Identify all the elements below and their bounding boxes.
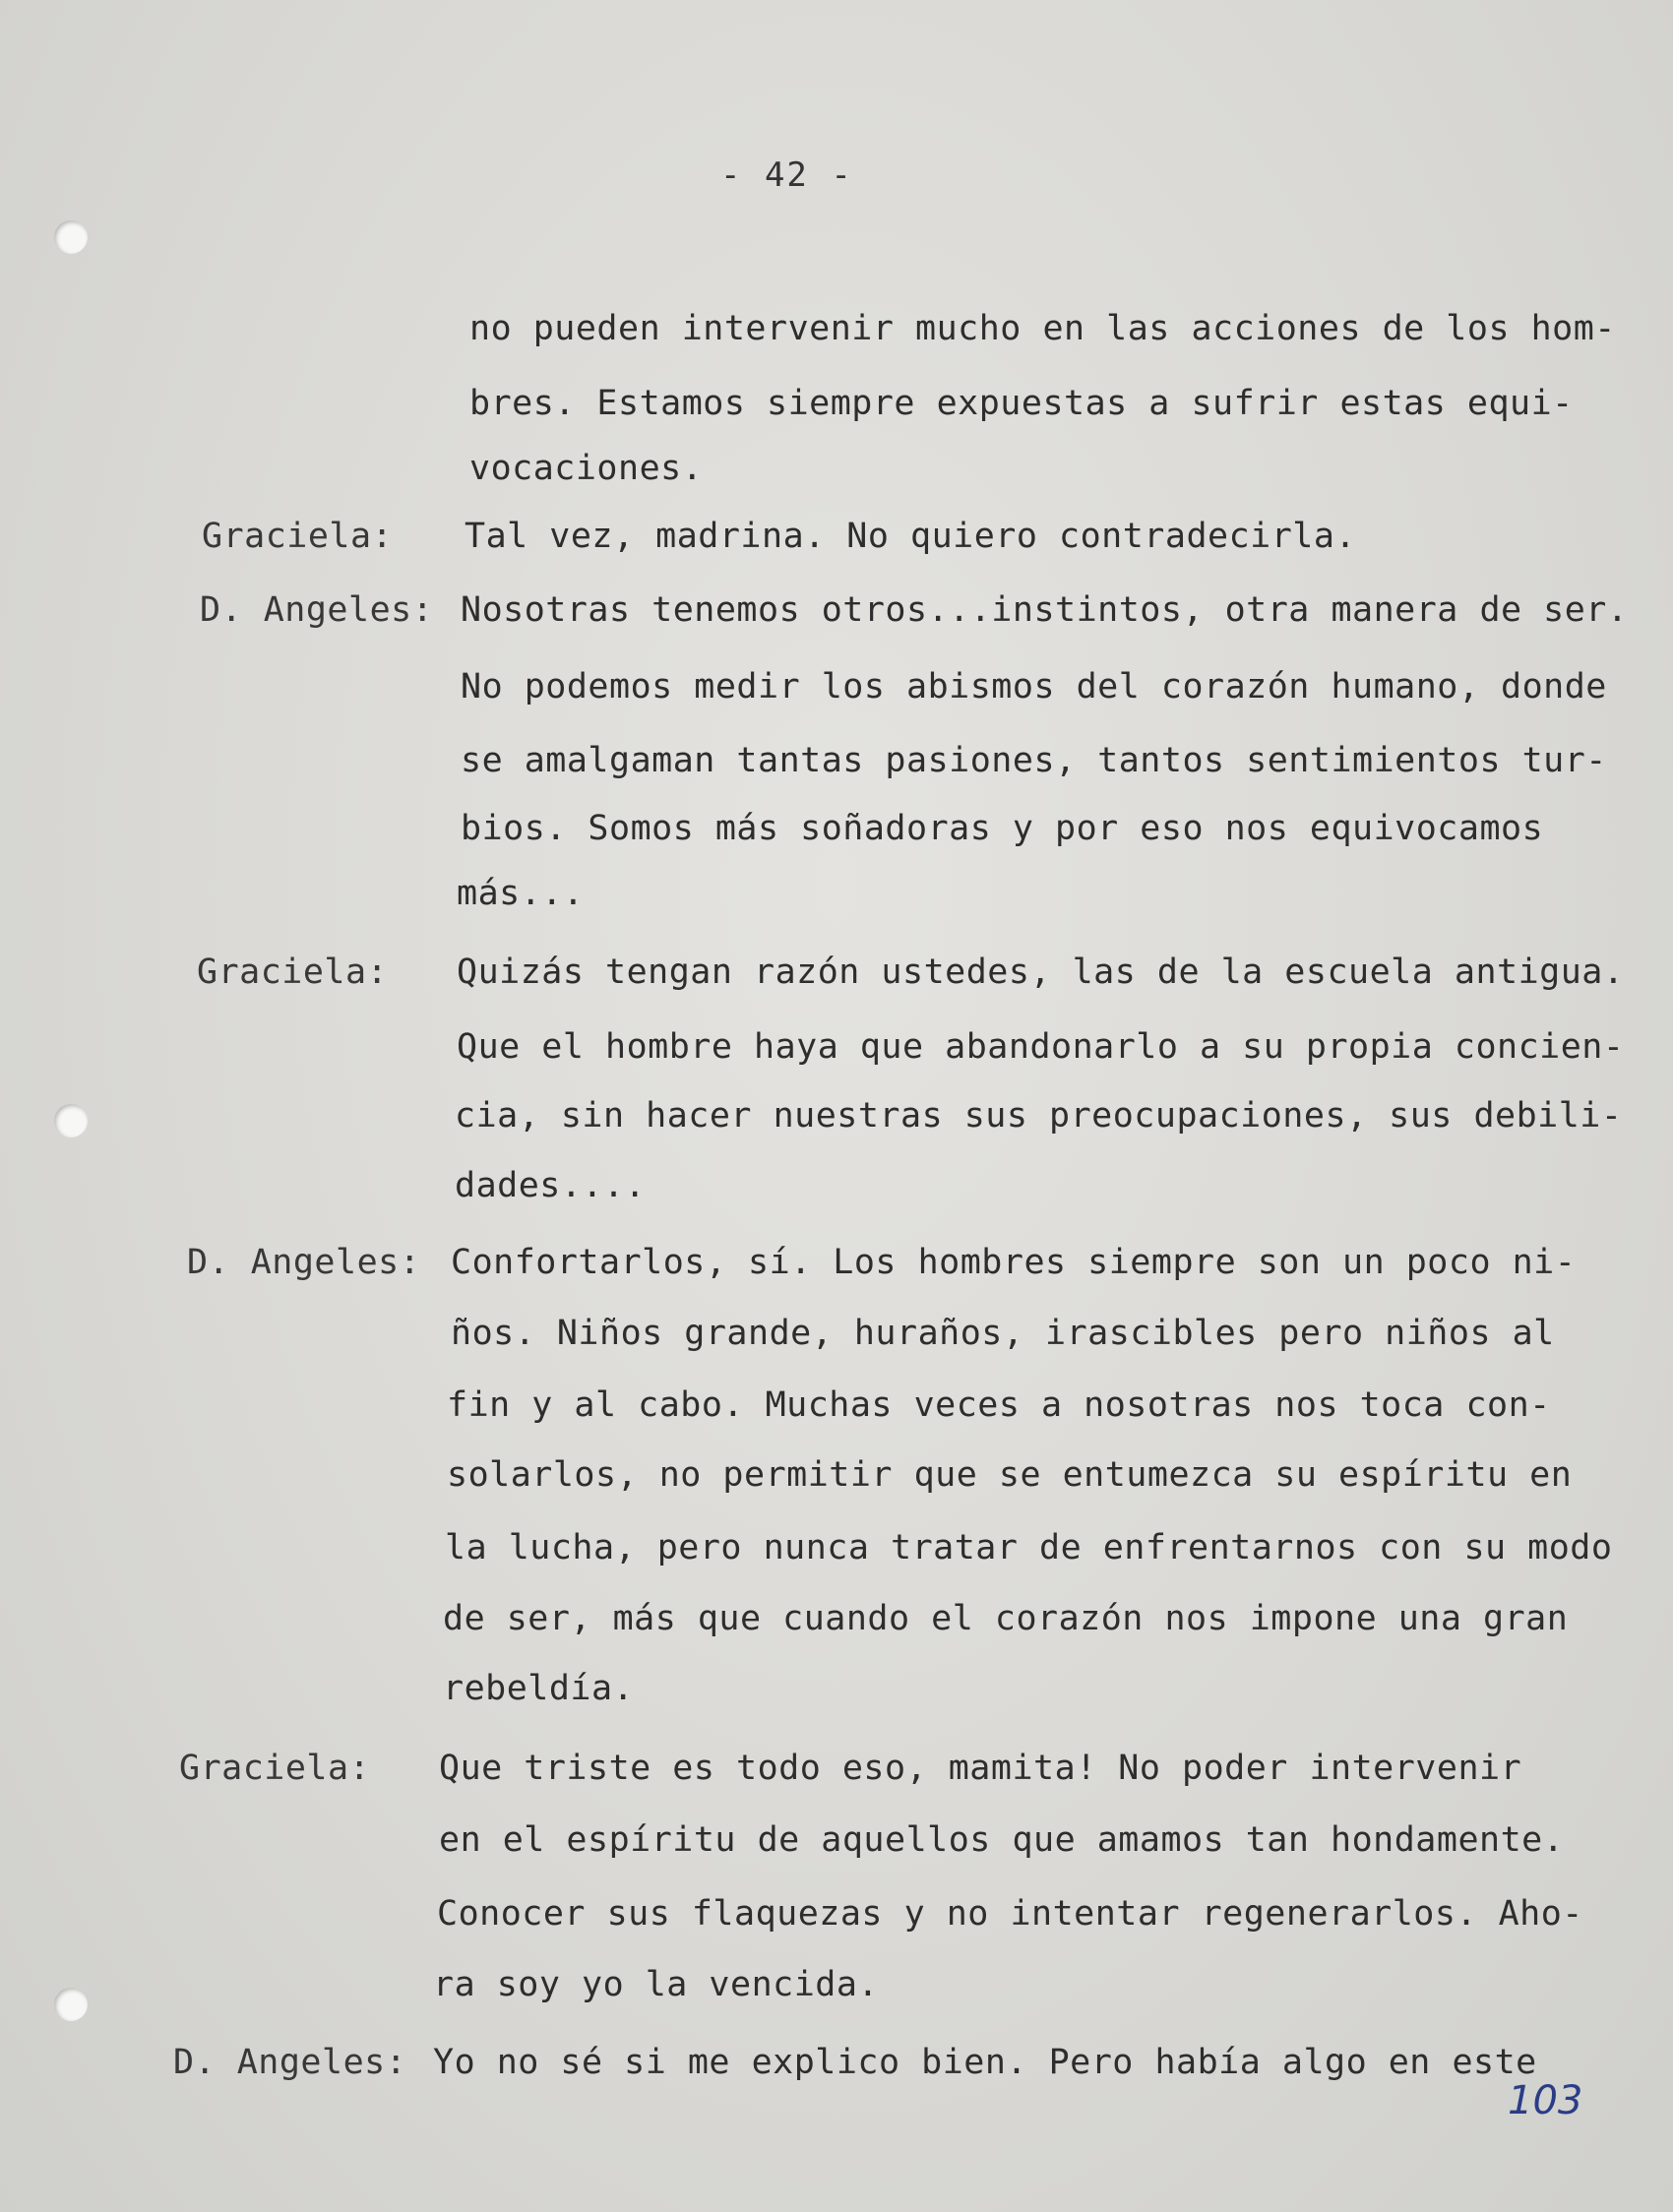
dialogue-line: la lucha, pero nunca tratar de enfrentarnos con su modo bbox=[445, 1528, 1613, 1567]
page-number: - 42 - bbox=[720, 155, 853, 195]
dialogue-line: no pueden intervenir mucho en las acciones de los hom- bbox=[469, 309, 1616, 348]
dialogue-line: Tal vez, madrina. No quiero contradecirla. bbox=[465, 517, 1357, 556]
punch-hole bbox=[54, 1988, 88, 2021]
dialogue-line: Conocer sus flaquezas y no intentar regenerarlos. Aho- bbox=[437, 1894, 1583, 1934]
dialogue-line: ños. Niños grande, huraños, irascibles pero niños al bbox=[451, 1314, 1555, 1353]
dialogue-line: se amalgaman tantas pasiones, tantos sentimientos tur- bbox=[461, 741, 1607, 780]
punch-hole bbox=[54, 220, 88, 254]
dialogue-line: solarlos, no permitir que se entumezca su espíritu en bbox=[447, 1455, 1573, 1495]
dialogue-line: dades.... bbox=[455, 1166, 647, 1205]
dialogue-line: en el espíritu de aquellos que amamos tan hondamente. bbox=[439, 1820, 1565, 1860]
dialogue-line: Nosotras tenemos otros...instintos, otra manera de ser. bbox=[461, 590, 1629, 630]
dialogue-line: de ser, más que cuando el corazón nos impone una gran bbox=[443, 1599, 1569, 1638]
dialogue-line: No podemos medir los abismos del corazón humano, donde bbox=[461, 667, 1607, 707]
speaker-name: Graciela: bbox=[179, 1749, 371, 1788]
dialogue-line: bres. Estamos siempre expuestas a sufrir estas equi- bbox=[469, 384, 1574, 423]
dialogue-line: Quizás tengan razón ustedes, las de la escuela antigua. bbox=[457, 952, 1625, 992]
speaker-name: D. Angeles: bbox=[187, 1243, 421, 1282]
handwritten-folio-number: 103 bbox=[1508, 2078, 1583, 2123]
speaker-name: D. Angeles: bbox=[173, 2043, 407, 2082]
dialogue-line: Yo no sé si me explico bien. Pero había algo en este bbox=[433, 2043, 1537, 2082]
speaker-name: D. Angeles: bbox=[200, 590, 434, 630]
dialogue-line: fin y al cabo. Muchas veces a nosotras nos toca con- bbox=[447, 1385, 1551, 1425]
dialogue-line: bios. Somos más soñadoras y por eso nos equivocamos bbox=[461, 809, 1544, 848]
dialogue-line: cia, sin hacer nuestras sus preocupaciones, sus debili- bbox=[455, 1096, 1623, 1136]
dialogue-line: ra soy yo la vencida. bbox=[433, 1965, 880, 2004]
dialogue-line: Confortarlos, sí. Los hombres siempre son un poco ni- bbox=[451, 1243, 1577, 1282]
speaker-name: Graciela: bbox=[202, 517, 394, 556]
dialogue-line: rebeldía. bbox=[443, 1669, 635, 1708]
dialogue-line: vocaciones. bbox=[469, 449, 704, 488]
dialogue-line: Que triste es todo eso, mamita! No poder intervenir bbox=[439, 1749, 1522, 1788]
speaker-name: Graciela: bbox=[197, 952, 389, 992]
dialogue-line: Que el hombre haya que abandonarlo a su propia concien- bbox=[457, 1027, 1625, 1067]
dialogue-line: más... bbox=[457, 874, 585, 913]
punch-hole bbox=[54, 1104, 88, 1137]
